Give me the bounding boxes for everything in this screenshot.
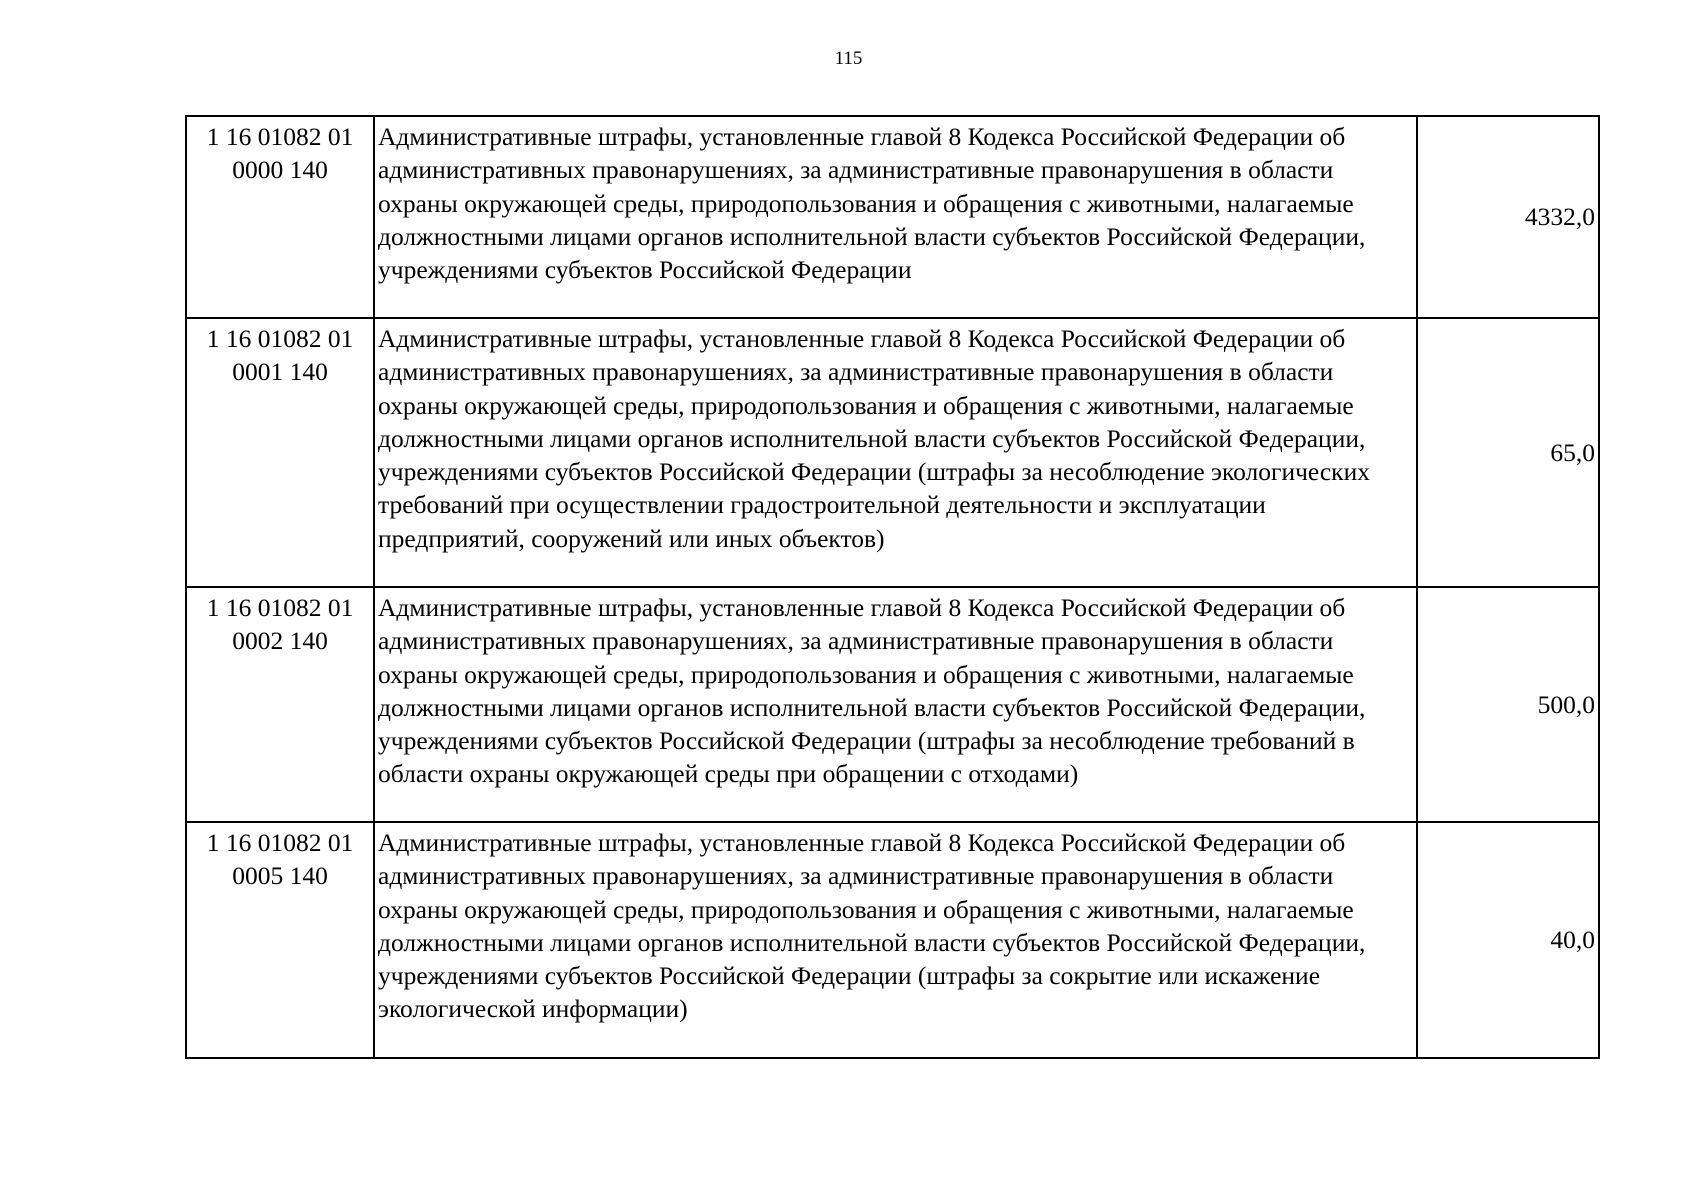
budget-code-line: 0000 140 bbox=[232, 155, 328, 185]
budget-code-line: 1 16 01082 01 bbox=[206, 122, 354, 151]
amount-cell: 65,0 bbox=[1417, 318, 1599, 587]
budget-code-cell bbox=[186, 822, 374, 1058]
description-cell: Административные штрафы, установленные главой 8 Кодекса Российской Федерации об административных правонарушениях, за административные правонарушения в области охраны окружающей среды, природопользования и обращения с животными, налагаемые должностными лицами органов исполнительной власти субъектов Российской Федерации, учреждениями субъектов Российской Федерации (штрафы за несоблюдение экологических требований при осуществлении градостроительной деятельности и эксплуатации предприятий, сооружений или иных объектов) bbox=[374, 318, 1417, 587]
description-cell: Административные штрафы, установленные главой 8 Кодекса Российской Федерации об административных правонарушениях, за административные правонарушения в области охраны окружающей среды, природопользования и обращения с животными, налагаемые должностными лицами органов исполнительной власти субъектов Российской Федерации, учреждениями субъектов Российской Федерации bbox=[374, 116, 1417, 318]
budget-code-line: 0002 140 bbox=[232, 626, 328, 656]
budget-code-line: 1 16 01082 01 bbox=[206, 324, 354, 353]
description-cell: Административные штрафы, установленные главой 8 Кодекса Российской Федерации об административных правонарушениях, за административные правонарушения в области охраны окружающей среды, природопользования и обращения с животными, налагаемые должностными лицами органов исполнительной власти субъектов Российской Федерации, учреждениями субъектов Российской Федерации (штрафы за несоблюдение требований в области охраны окружающей среды при обращении с отходами) bbox=[374, 587, 1417, 822]
budget-code-line: 1 16 01082 01 bbox=[206, 828, 354, 857]
budget-code-line: 0005 140 bbox=[232, 861, 328, 891]
budget-code-cell bbox=[186, 318, 374, 587]
page-number: 115 bbox=[834, 48, 863, 69]
amount-cell: 500,0 bbox=[1417, 587, 1599, 822]
table-row bbox=[186, 822, 1599, 1058]
table-row bbox=[186, 116, 1599, 318]
description-cell: Административные штрафы, установленные главой 8 Кодекса Российской Федерации об административных правонарушениях, за административные правонарушения в области охраны окружающей среды, природопользования и обращения с животными, налагаемые должностными лицами органов исполнительной власти субъектов Российской Федерации, учреждениями субъектов Российской Федерации (штрафы за сокрытие или искажение экологической информации) bbox=[374, 822, 1417, 1058]
budget-code-cell bbox=[186, 116, 374, 318]
amount-cell: 40,0 bbox=[1417, 822, 1599, 1058]
budget-code-line: 0001 140 bbox=[232, 357, 328, 387]
table-row bbox=[186, 318, 1599, 587]
budget-code-cell bbox=[186, 587, 374, 822]
table-row bbox=[186, 587, 1599, 822]
budget-code-line: 1 16 01082 01 bbox=[206, 593, 354, 622]
amount-cell: 4332,0 bbox=[1417, 116, 1599, 318]
budget-table bbox=[185, 115, 1600, 1059]
